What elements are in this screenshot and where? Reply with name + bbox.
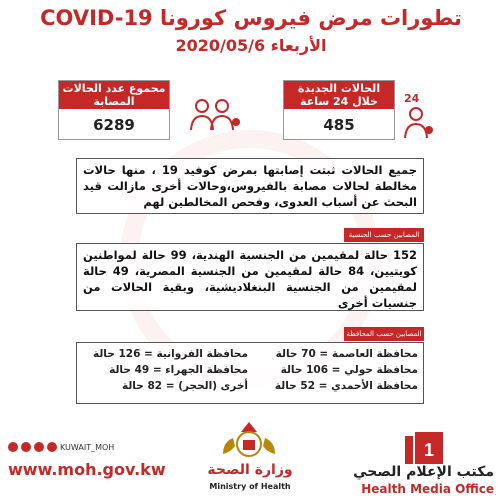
hours-badge: 24 (404, 92, 420, 105)
report-date: الأربعاء 2020/05/6 (175, 36, 327, 55)
website-link[interactable]: www.moh.gov.kw (8, 460, 166, 479)
nationality-box: 152 حالة لمقيمين من الجنسية الهندية، 99 حالة لمواطنين كويتيين، 84 حالة لمقيمين من الجنسية المصرية، 49 حالة لمقيمين من الجنسية البنغلاديشية، وبقية الحالات من جنسيات أخرى (76, 243, 424, 311)
governorate-row: أخرى (الحجر) = 82 حالة (121, 380, 248, 392)
governorate-row: محافظة العاصمة = 70 حالة (275, 348, 418, 360)
health-media-office-arabic: مكتب الإعلام الصحي (353, 464, 494, 480)
people-group-icon (188, 94, 244, 134)
governorate-row: محافظة الأحمدي = 52 حالة (274, 380, 418, 392)
social-links (8, 442, 166, 452)
total-cases-card (58, 80, 170, 140)
person-virus-icon (402, 104, 436, 140)
total-cases-value: 6289 (93, 116, 135, 134)
page-title: تطورات مرض فيروس كورونا COVID-19 (40, 6, 462, 30)
governorate-row: محافظة الفروانية = 126 حالة (92, 348, 248, 360)
total-cases-label: مجموع عدد الحالات المصابة (59, 81, 169, 109)
facebook-icon[interactable] (34, 442, 44, 452)
nationality-tag: المصابين حسب الجنسية (344, 228, 424, 242)
governorate-grid (82, 346, 418, 404)
instagram-icon[interactable] (21, 442, 31, 452)
health-media-office-english: Health Media Office (361, 482, 494, 496)
hmo-logo-number: 1 (423, 440, 435, 460)
health-media-office-logo-icon (405, 432, 443, 464)
youtube-icon[interactable] (47, 442, 57, 452)
governorate-column-left (88, 346, 248, 394)
footer-contact (8, 442, 166, 479)
governorate-row: محافظة حولي = 106 حالة (280, 364, 418, 376)
ministry-name-english: Ministry of Health (209, 482, 291, 491)
ministry-name-arabic: وزارة الصحة (207, 462, 293, 478)
new-cases-card (283, 80, 395, 140)
twitter-icon[interactable] (8, 442, 18, 452)
governorate-row: محافظة الجهراء = 49 حالة (109, 364, 248, 376)
new-cases-value: 485 (323, 116, 355, 134)
governorate-tag: المصابين حسب المحافظة (344, 327, 424, 341)
social-handle[interactable]: KUWAIT_MOH (60, 442, 115, 452)
general-info-box: جميع الحالات ثبتت إصابتها بمرض كوفيد 19 ، منها حالات مخالطة لحالات مصابة بالفيروس،وحالات أخرى مازالت قيد البحث عن أسباب العدوى، وفحص المخالطين لهم (76, 158, 424, 214)
new-cases-label: الحالات الجديدة خلال 24 ساعة الماضية (284, 81, 394, 109)
ministry-emblem-icon (219, 418, 279, 462)
governorate-column-right (258, 346, 418, 394)
